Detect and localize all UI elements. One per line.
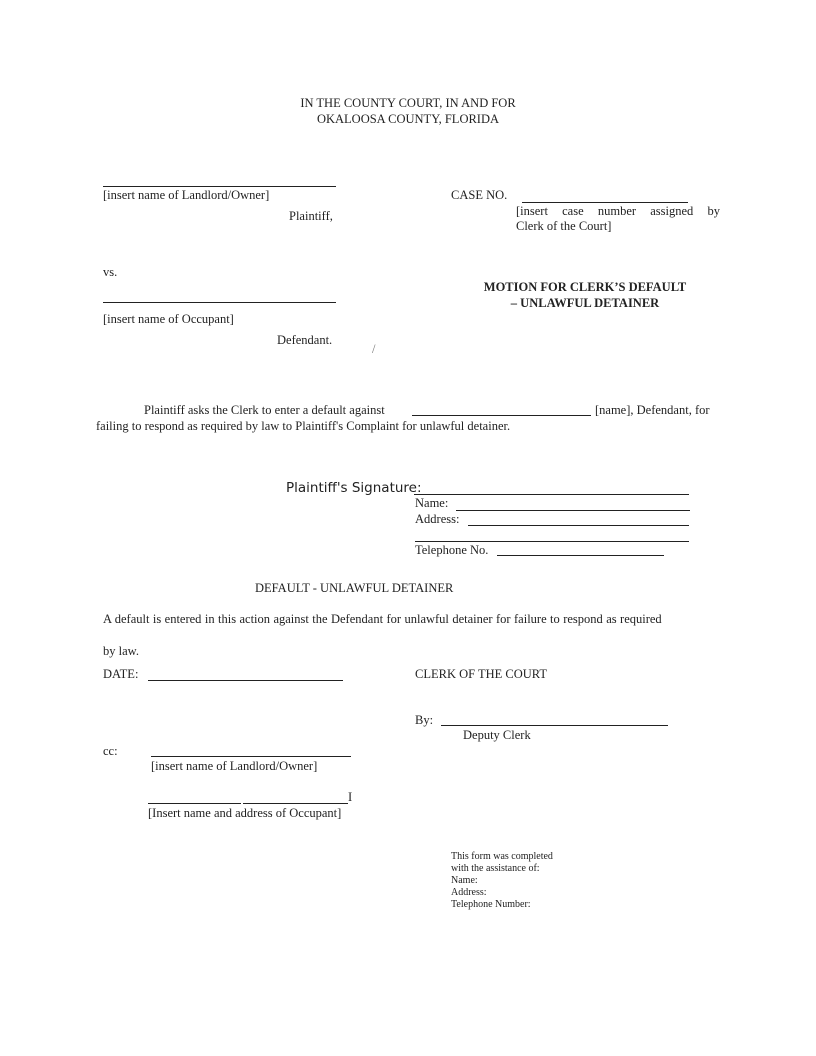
by-label: By: — [415, 713, 434, 727]
clerk-of-court-label: CLERK OF THE COURT — [415, 667, 548, 681]
defendant-name-line[interactable] — [412, 415, 591, 416]
signature-address-line1[interactable] — [468, 525, 689, 526]
assistance-address-label: Address: — [451, 887, 487, 898]
slash-mark: / — [372, 342, 376, 356]
signature-name-line[interactable] — [456, 510, 690, 511]
defendant-label: Defendant. — [277, 333, 333, 347]
case-no-label: CASE NO. — [451, 188, 508, 202]
occupant-name-hint: [insert name of Occupant] — [103, 312, 234, 326]
cc-occupant-line2[interactable] — [243, 803, 348, 804]
motion-text-line1-start: Plaintiff asks the Clerk to enter a default against — [144, 403, 385, 417]
assistance-phone-label: Telephone Number: — [451, 899, 531, 910]
signature-telephone-label: Telephone No. — [415, 543, 489, 557]
cc-landlord-hint: [insert name of Landlord/Owner] — [151, 759, 318, 773]
default-text-line1: A default is entered in this action against the Defendant for unlawful detainer for failure to respond as required — [103, 612, 662, 626]
signature-line[interactable] — [414, 494, 689, 495]
cc-occupant-line1[interactable] — [148, 803, 241, 804]
assistance-line1: This form was completed — [451, 851, 553, 862]
plaintiff-signature-label: Plaintiff's Signature: — [286, 480, 422, 496]
cc-label: cc: — [103, 744, 118, 758]
versus-text: vs. — [103, 265, 118, 279]
motion-text-line1-end: [name], Defendant, for — [595, 403, 710, 417]
date-label: DATE: — [103, 667, 139, 681]
motion-title-line1: MOTION FOR CLERK’S DEFAULT — [483, 280, 687, 294]
deputy-clerk-signature-line[interactable] — [441, 725, 668, 726]
court-title-line1: IN THE COUNTY COURT, IN AND FOR — [300, 96, 516, 110]
signature-address-label: Address: — [415, 512, 460, 526]
cc-occupant-hint: [Insert name and address of Occupant] — [148, 806, 342, 820]
landlord-name-line[interactable] — [103, 186, 336, 187]
signature-address-line2[interactable] — [415, 541, 689, 542]
motion-text-line2: failing to respond as required by law to Plaintiff's Complaint for unlawful detainer. — [96, 419, 511, 433]
motion-title-line2: – UNLAWFUL DETAINER — [510, 296, 660, 310]
default-text-line2: by law. — [103, 644, 139, 658]
case-number-hint-line1: [insert case number assigned by — [516, 204, 720, 218]
plaintiff-label: Plaintiff, — [289, 209, 333, 223]
court-title-line2: OKALOOSA COUNTY, FLORIDA — [316, 112, 500, 126]
signature-telephone-line[interactable] — [497, 555, 664, 556]
deputy-clerk-label: Deputy Clerk — [463, 728, 531, 742]
assistance-name-label: Name: — [451, 875, 478, 886]
default-section-title: DEFAULT - UNLAWFUL DETAINER — [255, 581, 454, 595]
landlord-name-hint: [insert name of Landlord/Owner] — [103, 188, 270, 202]
occupant-name-line[interactable] — [103, 302, 336, 303]
date-line[interactable] — [148, 680, 343, 681]
cc-occupant-mark: I — [348, 790, 353, 804]
case-number-hint-line2: Clerk of the Court] — [516, 219, 612, 233]
cc-landlord-line[interactable] — [151, 756, 351, 757]
signature-name-label: Name: — [415, 496, 449, 510]
case-number-line[interactable] — [522, 202, 688, 203]
assistance-line2: with the assistance of: — [451, 863, 540, 874]
